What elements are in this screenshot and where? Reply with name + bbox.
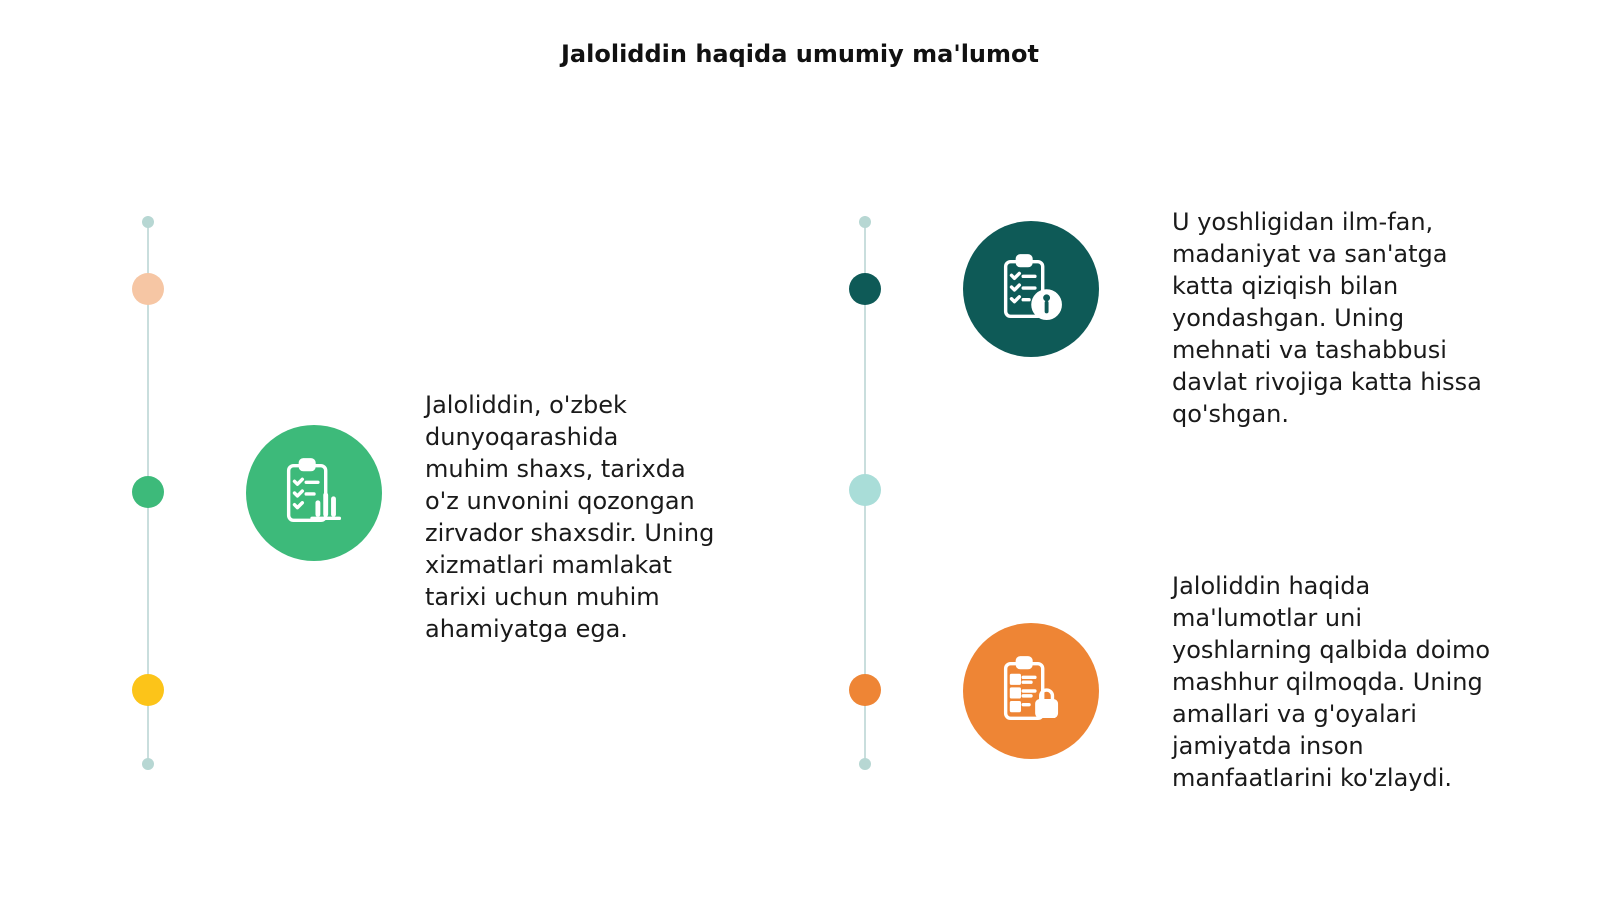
clipboard-lock-icon (992, 652, 1070, 730)
timeline-right (845, 210, 885, 770)
clipboard-chart-icon (275, 454, 353, 532)
timeline-left-end-node (142, 758, 154, 770)
timeline-right-end-node (859, 758, 871, 770)
page-title: Jaloliddin haqida umumiy ma'lumot (561, 40, 1039, 68)
item-1-icon-circle (246, 425, 382, 561)
timeline-right-start-node (859, 216, 871, 228)
timeline-left-node-yellow (132, 674, 164, 706)
timeline-left-node-green (132, 476, 164, 508)
timeline-right-node-mint (849, 474, 881, 506)
item-3-text: Jaloliddin haqida ma'lumotlar uni yoshlarning qalbida doimo mashhur qilmoqda. Uning amallari va g'oyalari jamiyatda inson manfaatlarini ko'zlaydi. (1172, 572, 1491, 792)
clipboard-info-icon (992, 250, 1070, 328)
timeline-left (128, 210, 168, 770)
timeline-left-start-node (142, 216, 154, 228)
timeline-right-node-teal (849, 273, 881, 305)
item-3-icon-circle (963, 623, 1099, 759)
item-2-text: U yoshligidan ilm-fan, madaniyat va san'atga katta qiziqish bilan yondashgan. Uning mehnati va tashabbusi davlat rivojiga katta hissa qo'shgan. (1172, 208, 1482, 428)
item-2-icon-circle (963, 221, 1099, 357)
timeline-right-node-orange (849, 674, 881, 706)
timeline-left-node-peach (132, 273, 164, 305)
item-1-text: Jaloliddin, o'zbek dunyoqarashida muhim shaxs, tarixda o'z unvonini qozongan zirvador shaxsdir. Uning xizmatlari mamlakat tarixi uchun muhim ahamiyatga ega. (425, 391, 715, 643)
